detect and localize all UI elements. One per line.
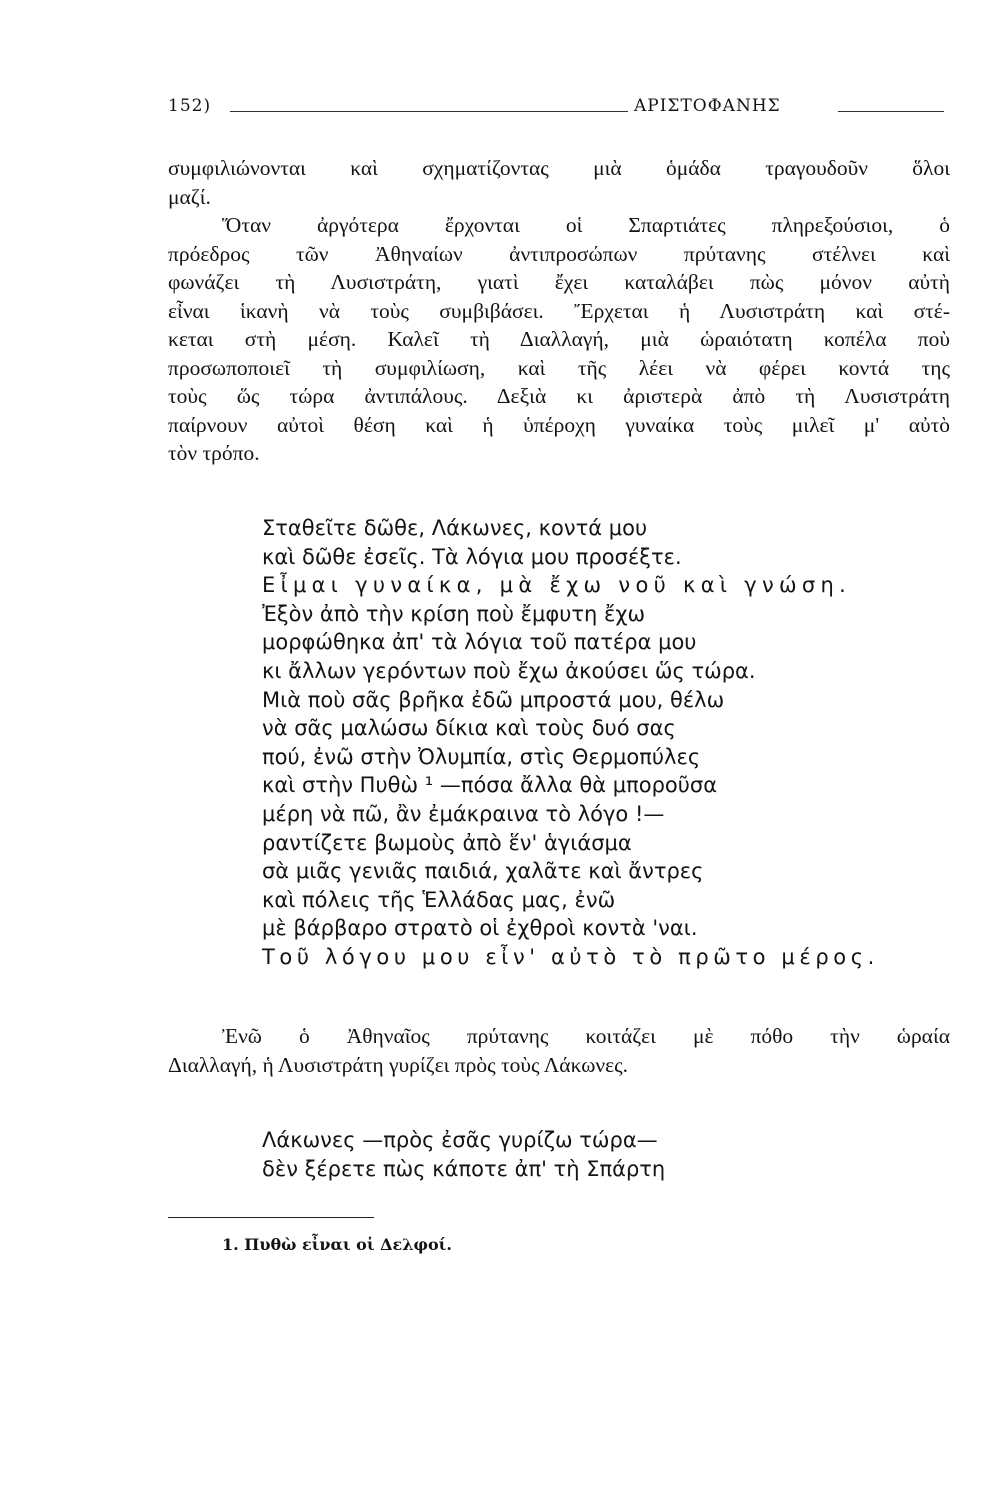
verse-line: Σταθεῖτε δῶθε, Λάκωνες, κοντά μου (262, 516, 648, 540)
verse-line: κι ἄλλων γερόντων ποὺ ἔχω ἀκούσει ὥς τώρα. (262, 658, 756, 683)
prose-paragraph-1 (168, 154, 950, 468)
verse-line: ραντίζετε βωμοὺς ἀπὸ ἕν' ἁγιάσμα (262, 830, 632, 855)
header-rule-left (230, 111, 628, 112)
page-number: 152) (168, 96, 212, 116)
header-rule-right (838, 111, 944, 112)
prose-line: Διαλλαγή, ἡ Λυσιστράτη γυρίζει πρὸς τοὺς Λάκωνες. (168, 1052, 629, 1077)
prose-line: πρόεδρος τῶν Ἀθηναίων ἀντιπροσώπων πρύτανης στέλνει καὶ (168, 241, 950, 266)
verse-line: δὲν ξέρετε πὼς κάποτε ἀπ' τὴ Σπάρτη (262, 1156, 666, 1181)
verse-line: σὰ μιᾶς γενιᾶς παιδιά, χαλᾶτε καὶ ἄντρες (262, 859, 704, 884)
footnote: 1. Πυθὼ εἶναι οἱ Δελφοί. (222, 1235, 452, 1254)
verse-block-2 (262, 1126, 665, 1183)
verse-line: μέρη νὰ πῶ, ἂν ἐμάκραινα τὸ λόγο !— (262, 801, 665, 826)
prose-line: μαζί. (168, 184, 211, 209)
verse-line: Λάκωνες —πρὸς ἐσᾶς γυρίζω τώρα— (262, 1128, 658, 1152)
verse-block-1 (262, 514, 879, 972)
prose-line: κεται στὴ μέση. Καλεῖ τὴ Διαλλαγή, μιὰ ὡραιότατη κοπέλα ποὺ (168, 327, 950, 351)
verse-line: καὶ στὴν Πυθὼ ¹ —πόσα ἄλλα θὰ μποροῦσα (262, 773, 718, 798)
verse-line: Ἐξὸν ἀπὸ τὴν κρίση ποὺ ἔμφυτη ἔχω (262, 601, 646, 626)
prose-line: φωνάζει τὴ Λυσιστράτη, γιατὶ ἔχει καταλάβει πὼς μόνον αὐτὴ (168, 270, 950, 294)
footnote-rule (168, 1217, 374, 1218)
verse-line: μορφώθηκα ἀπ' τὰ λόγια τοῦ πατέρα μου (262, 630, 697, 655)
verse-line: Εἶμαι γυναίκα, μὰ ἔχω νοῦ καὶ γνώση. (262, 573, 852, 598)
verse-line: μὲ βάρβαρο στρατὸ οἱ ἐχθροὶ κοντὰ 'ναι. (262, 916, 698, 941)
running-header (168, 96, 944, 120)
prose-line: Ἐνῶ ὁ Ἀθηναῖος πρύτανης κοιτάζει μὲ πόθο τὴν ὡραία (222, 1024, 950, 1048)
verse-line: Μιὰ ποὺ σᾶς βρῆκα ἐδῶ μπροστά μου, θέλω (262, 687, 725, 712)
prose-line: τοὺς ὥς τώρα ἀντιπάλους. Δεξιὰ κι ἀριστερὰ ἀπὸ τὴ Λυσιστράτη (168, 384, 950, 408)
prose-line: Ὅταν ἀργότερα ἔρχονται οἱ Σπαρτιάτες πληρεξούσιοι, ὁ (222, 213, 950, 237)
verse-line: πού, ἐνῶ στὴν Ὀλυμπία, στὶς Θερμοπύλες (262, 744, 701, 769)
prose-line: τὸν τρόπο. (168, 441, 260, 465)
verse-line: Τοῦ λόγου μου εἶν' αὐτὸ τὸ πρῶτο μέρος. (262, 944, 879, 969)
prose-line: εἶναι ἱκανὴ νὰ τοὺς συμβιβάσει. Ἔρχεται ἡ Λυσιστράτη καὶ στέ- (168, 298, 950, 323)
verse-line: καὶ πόλεις τῆς Ἑλλάδας μας, ἐνῶ (262, 887, 616, 912)
prose-line: προσωποποιεῖ τὴ συμφιλίωση, καὶ τῆς λέει νὰ φέρει κοντά της (168, 355, 950, 380)
prose-line: παίρνουν αὐτοὶ θέση καὶ ἡ ὑπέροχη γυναίκα τοὺς μιλεῖ μ' αὐτὸ (168, 412, 950, 437)
verse-line: καὶ δῶθε ἐσεῖς. Τὰ λόγια μου προσέξτε. (262, 544, 682, 569)
verse-line: νὰ σᾶς μαλώσω δίκια καὶ τοὺς δυό σας (262, 716, 676, 741)
running-title: ΑΡΙΣΤΟΦΑΝΗΣ (634, 96, 781, 116)
prose-line: συμφιλιώνονται καὶ σχηματίζοντας μιὰ ὁμάδα τραγουδοῦν ὅλοι (168, 156, 950, 180)
prose-paragraph-2 (168, 1022, 950, 1079)
